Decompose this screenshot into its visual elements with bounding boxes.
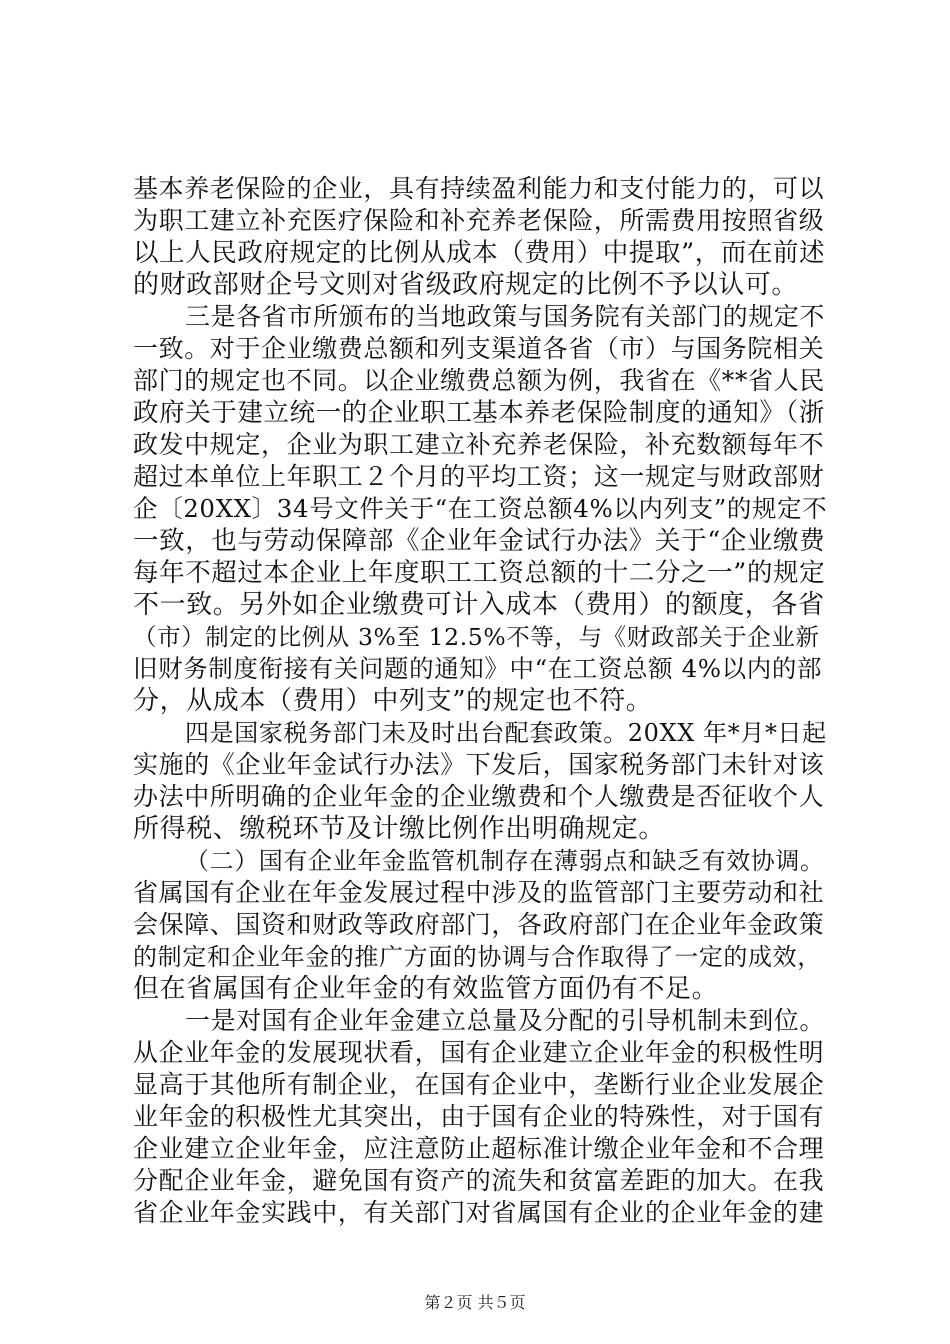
text-line: 从企业年金的发展现状看，国有企业建立企业年金的积极性明 bbox=[133, 1038, 825, 1067]
section-heading-line: （二）国有企业年金监管机制存在薄弱点和缺乏有效协调。 bbox=[185, 847, 825, 875]
text-line: 基本养老保险的企业，具有持续盈利能力和支付能力的，可以 bbox=[133, 174, 825, 203]
page-number-footer: 第２页 共５页 bbox=[424, 1293, 526, 1312]
text-line: 企业建立企业年金，应注意防止超标准计缴企业年金和不合理 bbox=[133, 1134, 825, 1163]
text-line: 会保障、国资和财政等政府部门，各政府部门在企业年金政策 bbox=[133, 910, 825, 939]
text-line: 分配企业年金，避免国有资产的流失和贫富差距的加大。在我 bbox=[133, 1166, 825, 1195]
text-line: 省属国有企业在年金发展过程中涉及的监管部门主要劳动和社 bbox=[133, 878, 825, 907]
paragraph-start-line: 一是对国有企业年金建立总量及分配的引导机制未到位。 bbox=[185, 1006, 826, 1035]
text-line: 一致，也与劳动保障部《企业年金试行办法》关于“企业缴费 bbox=[133, 526, 826, 556]
text-line: 政府关于建立统一的企业职工基本养老保险制度的通知》（浙 bbox=[133, 398, 825, 428]
text-line: 政发中规定，企业为职工建立补充养老保险，补充数额每年不 bbox=[133, 430, 825, 459]
text-line: 部门的规定也不同。以企业缴费总额为例，我省在《**省人民 bbox=[133, 366, 825, 395]
text-line: 为职工建立补充医疗保险和补充养老保险，所需费用按照省级 bbox=[133, 206, 825, 235]
text-line: 办法中所明确的企业年金的企业缴费和个人缴费是否征收个人 bbox=[133, 782, 825, 811]
paragraph-start-line: 四是国家税务部门未及时出台配套政策。20XX 年*月*日起 bbox=[185, 719, 827, 747]
text-line: 省企业年金实践中，有关部门对省属国有企业的企业年金的建 bbox=[133, 1198, 825, 1227]
text-line: 但在省属国有企业年金的有效监管方面仍有不足。 bbox=[133, 974, 719, 1004]
text-line: 显高于其他所有制企业，在国有企业中，垄断行业企业发展企 bbox=[133, 1070, 825, 1099]
text-line: 旧财务制度衔接有关问题的通知》中“在工资总额 4%以内的部 bbox=[133, 654, 823, 683]
text-line: 业年金的积极性尤其突出，由于国有企业的特殊性，对于国有 bbox=[133, 1102, 825, 1131]
text-line: 超过本单位上年职工２个月的平均工资；这一规定与财政部财 bbox=[133, 462, 825, 491]
paragraph-start-line: 三是各省市所颁布的当地政策与国务院有关部门的规定不 bbox=[185, 302, 826, 331]
text-line: 以上人民政府规定的比例从成本（费用）中提取”，而在前述 bbox=[133, 238, 826, 268]
text-line: 的财政部财企号文则对省级政府规定的比例不予以认可。 bbox=[133, 270, 799, 300]
text-line: 的制定和企业年金的推广方面的协调与合作取得了一定的成效， bbox=[133, 943, 822, 971]
text-line: 企〔20XX〕34号文件关于“在工资总额4%以内列支”的规定不 bbox=[133, 494, 828, 523]
text-line: 分，从成本（费用）中列支”的规定也不符。 bbox=[133, 686, 653, 716]
text-line: 每年不超过本企业上年度职工工资总额的十二分之一”的规定 bbox=[133, 558, 826, 588]
text-line: 实施的《企业年金试行办法》下发后，国家税务部门未针对该 bbox=[133, 750, 825, 779]
text-line: 所得税、缴税环节及计缴比例作出明确规定。 bbox=[133, 814, 666, 844]
text-line: 不一致。另外如企业缴费可计入成本（费用）的额度，各省 bbox=[133, 590, 825, 620]
text-line: 一致。对于企业缴费总额和列支渠道各省（市）与国务院相关 bbox=[133, 334, 825, 363]
text-line: （市）制定的比例从 3%至 12.5%不等，与《财政部关于企业新 bbox=[133, 623, 820, 651]
